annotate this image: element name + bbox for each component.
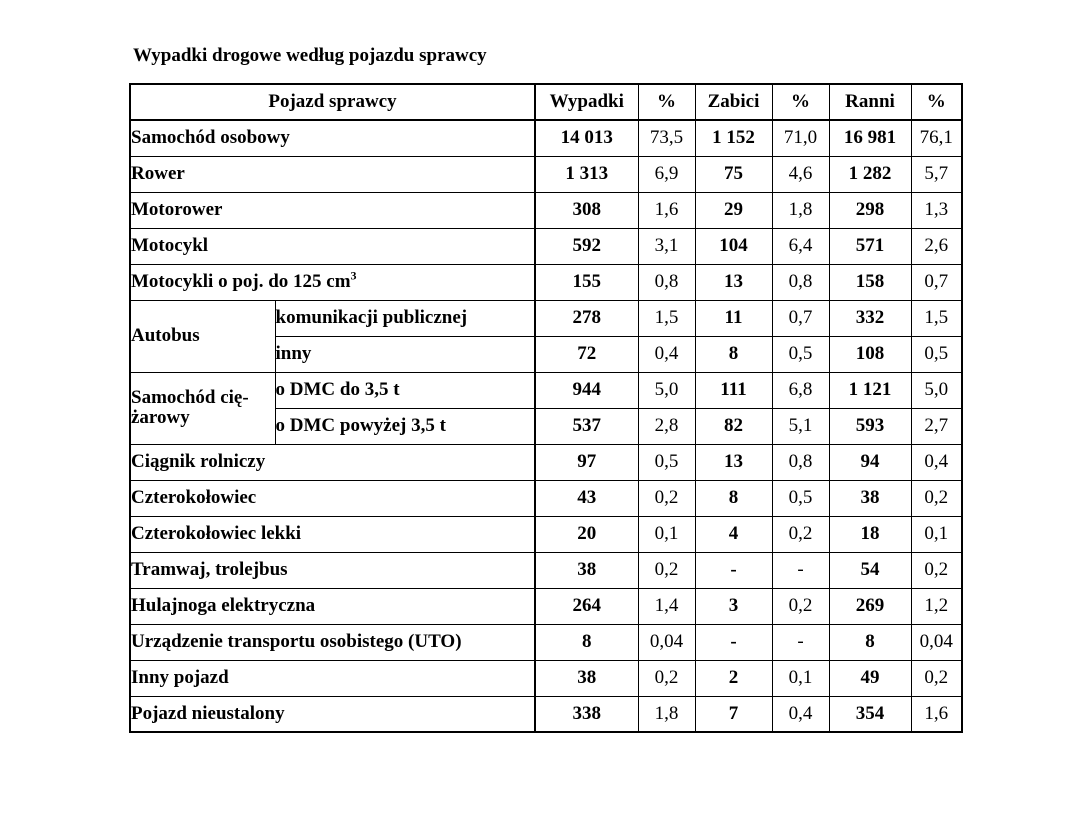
injured-pct-value: 0,2: [911, 660, 962, 696]
accidents-pct-value: 0,2: [638, 552, 695, 588]
header-injured-pct: %: [911, 84, 962, 120]
injured-value: 158: [829, 264, 911, 300]
accidents-value: 592: [535, 228, 638, 264]
injured-value: 16 981: [829, 120, 911, 156]
injured-value: 298: [829, 192, 911, 228]
table-row: [130, 660, 962, 696]
accidents-pct-value: 0,1: [638, 516, 695, 552]
killed-pct-value: 0,5: [772, 480, 829, 516]
killed-pct-value: 0,1: [772, 660, 829, 696]
row-label: [130, 516, 535, 552]
injured-value: 593: [829, 408, 911, 444]
accidents-pct-value: 2,8: [638, 408, 695, 444]
injured-pct-value: 5,7: [911, 156, 962, 192]
injured-pct-value: 0,2: [911, 552, 962, 588]
header-row: [130, 84, 962, 120]
table-row: [130, 120, 962, 156]
killed-pct-value: 5,1: [772, 408, 829, 444]
row-label: inny: [275, 336, 535, 372]
killed-value: -: [695, 624, 772, 660]
row-label-superscript: 3: [350, 268, 357, 283]
injured-value: 49: [829, 660, 911, 696]
row-label: [130, 228, 535, 264]
killed-value: 29: [695, 192, 772, 228]
killed-value: 1 152: [695, 120, 772, 156]
accidents-pct-value: 1,8: [638, 696, 695, 732]
accidents-value: 308: [535, 192, 638, 228]
injured-pct-value: 2,6: [911, 228, 962, 264]
killed-value: 111: [695, 372, 772, 408]
row-label-text: Hulajnoga elektryczna: [131, 595, 316, 617]
killed-pct-value: 6,8: [772, 372, 829, 408]
row-label: o DMC do 3,5 t: [275, 372, 535, 408]
killed-pct-value: 0,2: [772, 588, 829, 624]
accidents-by-vehicle-table: [129, 83, 963, 733]
row-label-text: Inny pojazd: [131, 667, 229, 689]
table-row: [130, 372, 962, 408]
accidents-value: 38: [535, 552, 638, 588]
accidents-value: 20: [535, 516, 638, 552]
accidents-pct-value: 0,5: [638, 444, 695, 480]
row-label: [130, 480, 535, 516]
injured-pct-value: 1,5: [911, 300, 962, 336]
table-row: [130, 300, 962, 336]
accidents-value: 43: [535, 480, 638, 516]
injured-value: 38: [829, 480, 911, 516]
row-label-text: Tramwaj, trolejbus: [131, 559, 288, 581]
row-label-text: Motorower: [131, 199, 223, 221]
header-injured: Ranni: [829, 84, 911, 120]
killed-value: 8: [695, 480, 772, 516]
row-label-text: Samochód osobowy: [131, 127, 290, 149]
injured-value: 8: [829, 624, 911, 660]
killed-pct-value: 0,7: [772, 300, 829, 336]
row-label-text: Czterokołowiec: [131, 487, 257, 509]
row-label-text: Motocykli o poj. do 125 cm: [131, 271, 351, 293]
table-row: [130, 480, 962, 516]
injured-pct-value: 1,6: [911, 696, 962, 732]
killed-value: -: [695, 552, 772, 588]
row-label: [130, 660, 535, 696]
injured-pct-value: 5,0: [911, 372, 962, 408]
killed-pct-value: 0,4: [772, 696, 829, 732]
header-vehicle: Pojazd sprawcy: [130, 84, 535, 120]
accidents-value: 278: [535, 300, 638, 336]
accidents-pct-value: 5,0: [638, 372, 695, 408]
header-accidents: Wypadki: [535, 84, 638, 120]
injured-value: 18: [829, 516, 911, 552]
accidents-pct-value: 1,4: [638, 588, 695, 624]
accidents-pct-value: 0,2: [638, 480, 695, 516]
accidents-pct-value: 1,6: [638, 192, 695, 228]
killed-value: 11: [695, 300, 772, 336]
killed-value: 75: [695, 156, 772, 192]
table-row: [130, 264, 962, 300]
injured-value: 108: [829, 336, 911, 372]
table-row: [130, 156, 962, 192]
table-row: [130, 552, 962, 588]
row-label: [130, 696, 535, 732]
accidents-pct-value: 3,1: [638, 228, 695, 264]
killed-value: 8: [695, 336, 772, 372]
row-label: komunikacji publicznej: [275, 300, 535, 336]
killed-value: 82: [695, 408, 772, 444]
injured-pct-value: 76,1: [911, 120, 962, 156]
accidents-value: 14 013: [535, 120, 638, 156]
row-group-label: Samochód cię-żarowy: [130, 372, 275, 444]
killed-value: 13: [695, 444, 772, 480]
injured-pct-value: 0,2: [911, 480, 962, 516]
injured-value: 1 121: [829, 372, 911, 408]
killed-value: 7: [695, 696, 772, 732]
killed-pct-value: 0,5: [772, 336, 829, 372]
accidents-value: 338: [535, 696, 638, 732]
killed-pct-value: 71,0: [772, 120, 829, 156]
accidents-pct-value: 0,4: [638, 336, 695, 372]
accidents-value: 97: [535, 444, 638, 480]
accidents-pct-value: 6,9: [638, 156, 695, 192]
injured-pct-value: 0,1: [911, 516, 962, 552]
row-label: [130, 192, 535, 228]
row-label-text: Rower: [131, 163, 185, 185]
row-label: [130, 120, 535, 156]
accidents-value: 537: [535, 408, 638, 444]
killed-value: 104: [695, 228, 772, 264]
injured-pct-value: 0,4: [911, 444, 962, 480]
accidents-pct-value: 1,5: [638, 300, 695, 336]
table-row: [130, 444, 962, 480]
injured-value: 54: [829, 552, 911, 588]
killed-pct-value: 1,8: [772, 192, 829, 228]
row-label: [130, 264, 535, 300]
injured-value: 94: [829, 444, 911, 480]
killed-pct-value: -: [772, 552, 829, 588]
injured-value: 269: [829, 588, 911, 624]
row-label: [130, 552, 535, 588]
killed-value: 2: [695, 660, 772, 696]
table-row: [130, 228, 962, 264]
killed-value: 13: [695, 264, 772, 300]
accidents-value: 944: [535, 372, 638, 408]
row-label-text: Ciągnik rolniczy: [131, 451, 266, 473]
killed-pct-value: 4,6: [772, 156, 829, 192]
injured-pct-value: 1,3: [911, 192, 962, 228]
row-label-text: Pojazd nieustalony: [131, 702, 285, 724]
injured-pct-value: 1,2: [911, 588, 962, 624]
accidents-value: 155: [535, 264, 638, 300]
injured-pct-value: 0,5: [911, 336, 962, 372]
header-accidents-pct: %: [638, 84, 695, 120]
killed-pct-value: 0,2: [772, 516, 829, 552]
row-label: [130, 588, 535, 624]
accidents-value: 264: [535, 588, 638, 624]
table-body: [130, 120, 962, 732]
accidents-value: 1 313: [535, 156, 638, 192]
table-row: [130, 588, 962, 624]
accidents-pct-value: 73,5: [638, 120, 695, 156]
row-label: [130, 444, 535, 480]
header-killed-pct: %: [772, 84, 829, 120]
injured-value: 332: [829, 300, 911, 336]
row-label-text: Urządzenie transportu osobistego (UTO): [131, 631, 462, 653]
injured-value: 354: [829, 696, 911, 732]
injured-pct-value: 0,7: [911, 264, 962, 300]
injured-pct-value: 2,7: [911, 408, 962, 444]
killed-pct-value: 6,4: [772, 228, 829, 264]
row-label: [130, 624, 535, 660]
injured-value: 1 282: [829, 156, 911, 192]
killed-value: 4: [695, 516, 772, 552]
killed-pct-value: 0,8: [772, 444, 829, 480]
accidents-value: 72: [535, 336, 638, 372]
accidents-value: 38: [535, 660, 638, 696]
header-killed: Zabici: [695, 84, 772, 120]
injured-value: 571: [829, 228, 911, 264]
row-label-text: Czterokołowiec lekki: [131, 523, 302, 545]
table-row: [130, 624, 962, 660]
row-label-text: Motocykl: [131, 235, 209, 257]
table-title: Wypadki drogowe według pojazdu sprawcy: [133, 45, 487, 66]
row-group-label: Autobus: [130, 300, 275, 372]
killed-value: 3: [695, 588, 772, 624]
row-label: [130, 156, 535, 192]
injured-pct-value: 0,04: [911, 624, 962, 660]
row-label: o DMC powyżej 3,5 t: [275, 408, 535, 444]
accidents-pct-value: 0,04: [638, 624, 695, 660]
killed-pct-value: -: [772, 624, 829, 660]
table-row: [130, 192, 962, 228]
table-row: [130, 516, 962, 552]
accidents-value: 8: [535, 624, 638, 660]
accidents-pct-value: 0,2: [638, 660, 695, 696]
accidents-pct-value: 0,8: [638, 264, 695, 300]
killed-pct-value: 0,8: [772, 264, 829, 300]
table-row: [130, 696, 962, 732]
